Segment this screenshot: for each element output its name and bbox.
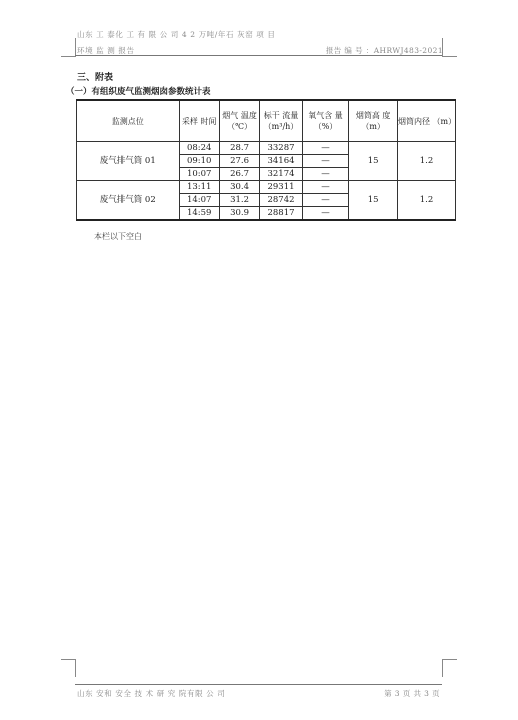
monitoring-point-cell: 废气排气筒 02 bbox=[77, 181, 180, 221]
oxygen-cell: — bbox=[302, 194, 349, 207]
crop-mark-bottom-right bbox=[442, 659, 457, 677]
header-stack-height: 烟筒高 度（m） bbox=[349, 100, 398, 142]
header-report-number: 报告 编 号 ：AHRWJ483-2021 bbox=[325, 46, 443, 55]
oxygen-cell: — bbox=[302, 207, 349, 221]
header-oxygen-content: 氧气含 量（%） bbox=[302, 100, 349, 142]
sampling-time-cell: 14:59 bbox=[179, 207, 219, 221]
sampling-time-cell: 14:07 bbox=[179, 194, 219, 207]
stack-diameter-cell: 1.2 bbox=[397, 181, 455, 221]
header-flue-gas-temperature: 烟气 温度 （℃） bbox=[219, 100, 259, 142]
header-stack-inner-diameter: 烟筒内径 （m） bbox=[397, 100, 455, 142]
flow-cell: 33287 bbox=[260, 142, 302, 155]
footer-page-number: 第 3 页 共 3 页 bbox=[384, 689, 440, 698]
oxygen-cell: — bbox=[302, 181, 349, 194]
table-header-row bbox=[77, 100, 456, 142]
section-title: 三、附表 bbox=[77, 73, 114, 83]
footer-rule bbox=[75, 684, 442, 685]
stack-diameter-cell: 1.2 bbox=[397, 142, 455, 181]
sampling-time-cell: 08:24 bbox=[179, 142, 219, 155]
temperature-cell: 30.4 bbox=[219, 181, 259, 194]
blank-below-note: 本栏以下空白 bbox=[94, 232, 142, 241]
temperature-cell: 27.6 bbox=[219, 155, 259, 168]
crop-mark-bottom-left bbox=[61, 659, 76, 677]
header-standard-dry-flow: 标干 流量 （m³/h） bbox=[260, 100, 302, 142]
header-doc-type: 环境 监 测 报告 bbox=[77, 46, 135, 55]
stack-height-cell: 15 bbox=[349, 142, 398, 181]
oxygen-cell: — bbox=[302, 168, 349, 181]
oxygen-cell: — bbox=[302, 142, 349, 155]
flow-cell: 28742 bbox=[260, 194, 302, 207]
crop-mark-top-right bbox=[442, 38, 457, 57]
header-sampling-time: 采样 时间 bbox=[179, 100, 219, 142]
flow-cell: 29311 bbox=[260, 181, 302, 194]
flow-cell: 32174 bbox=[260, 168, 302, 181]
temperature-cell: 28.7 bbox=[219, 142, 259, 155]
footer-institute: 山东 安和 安全 技 术 研 究 院有限 公 司 bbox=[77, 689, 226, 698]
stack-height-cell: 15 bbox=[349, 181, 398, 221]
sampling-time-cell: 10:07 bbox=[179, 168, 219, 181]
crop-mark-top-left bbox=[61, 38, 76, 57]
temperature-cell: 30.9 bbox=[219, 207, 259, 221]
header-rule bbox=[75, 55, 442, 56]
table-row bbox=[77, 142, 456, 155]
header-company: 山东 工 泰化 工 有 限 公 司 4 2 万吨/年石 灰窑 项 目 bbox=[77, 30, 276, 39]
flow-cell: 34164 bbox=[260, 155, 302, 168]
oxygen-cell: — bbox=[302, 155, 349, 168]
sampling-time-cell: 09:10 bbox=[179, 155, 219, 168]
sampling-time-cell: 13:11 bbox=[179, 181, 219, 194]
temperature-cell: 26.7 bbox=[219, 168, 259, 181]
header-monitoring-point: 监测点位 bbox=[77, 100, 180, 142]
flow-cell: 28817 bbox=[260, 207, 302, 221]
table-title: （一）有组织废气监测烟囱参数统计表 bbox=[66, 87, 211, 97]
table-row bbox=[77, 181, 456, 194]
temperature-cell: 31.2 bbox=[219, 194, 259, 207]
monitoring-point-cell: 废气排气筒 01 bbox=[77, 142, 180, 181]
stack-parameter-table bbox=[76, 99, 456, 221]
